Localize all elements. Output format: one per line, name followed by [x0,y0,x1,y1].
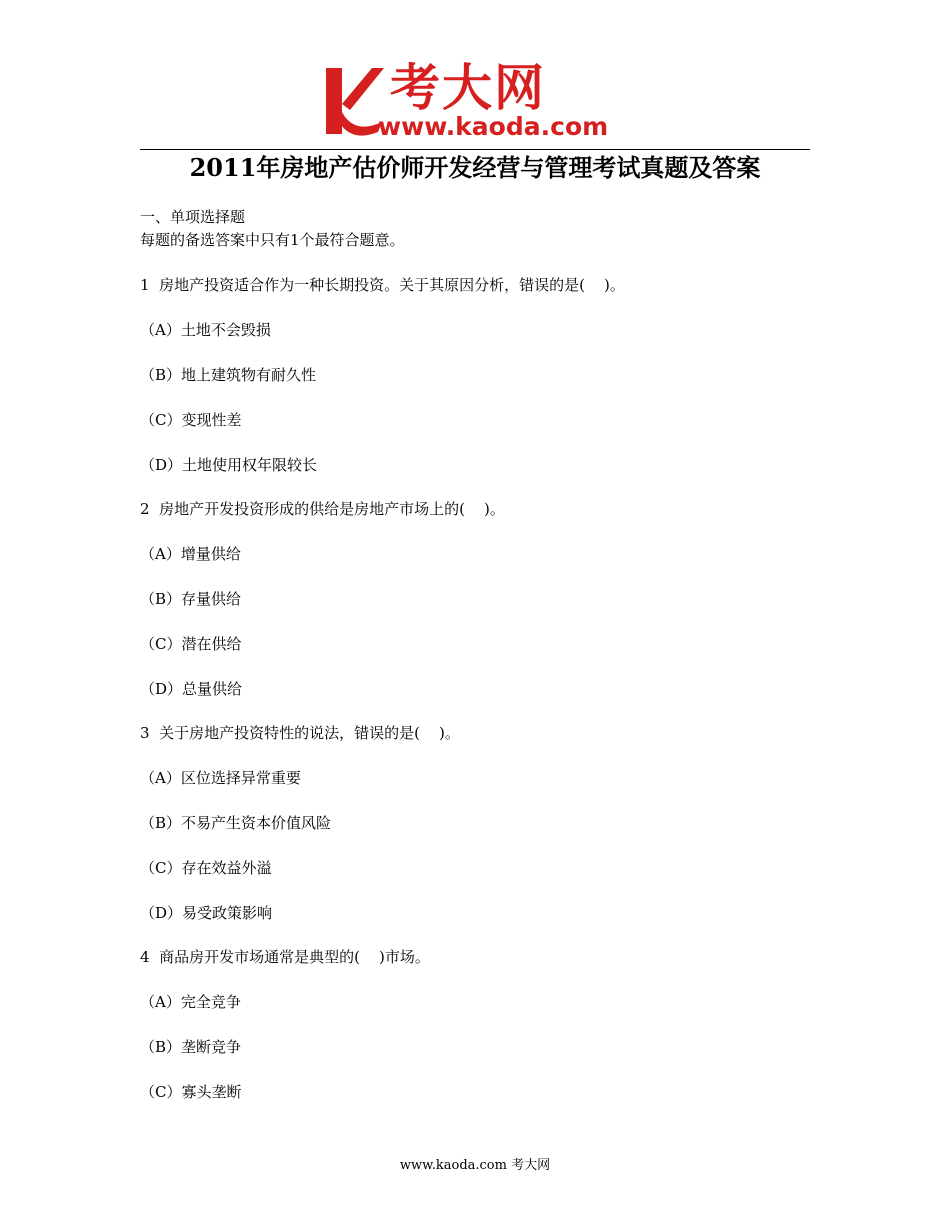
question-1-option-b: （B）地上建筑物有耐久性 [140,366,317,384]
question-2-stem: 2 房地产开发投资形成的供给是房地产市场上的( )。 [140,500,505,518]
logo-brand-text: 考大网 [390,59,546,117]
section-note: 每题的备选答案中只有1个最符合题意。 [140,231,405,249]
question-3-option-c: （C）存在效益外溢 [140,859,272,877]
question-3-option-b: （B）不易产生资本价值风险 [140,814,332,832]
question-1-option-a: （A）土地不会毁损 [140,321,271,339]
section-heading: 一、单项选择题 [140,208,246,226]
question-2-option-b: （B）存量供给 [140,590,242,608]
logo-url-text: www.kaoda.com [378,112,609,141]
question-3-option-d: （D）易受政策影响 [140,904,273,922]
page-footer: www.kaoda.com 考大网 [399,1158,551,1173]
question-1-stem: 1 房地产投资适合作为一种长期投资。关于其原因分析，错误的是( )。 [140,276,625,294]
question-3-stem: 3 关于房地产投资特性的说法，错误的是( )。 [140,724,460,742]
k-logo-icon [322,66,384,136]
question-4-option-a: （A）完全竞争 [140,993,241,1011]
page-title: 2011年房地产估价师开发经营与管理考试真题及答案 [189,153,761,182]
question-4-stem: 4 商品房开发市场通常是典型的( )市场。 [140,948,430,966]
question-1-option-d: （D）土地使用权年限较长 [140,456,318,474]
question-2-option-c: （C）潜在供给 [140,635,242,653]
question-2-option-a: （A）增量供给 [140,545,241,563]
question-1-option-c: （C）变现性差 [140,411,242,429]
kaoda-logo [322,59,642,142]
question-4-option-c: （C）寡头垄断 [140,1083,242,1101]
question-3-option-a: （A）区位选择异常重要 [140,769,301,787]
question-4-option-b: （B）垄断竞争 [140,1038,242,1056]
question-2-option-d: （D）总量供给 [140,680,243,698]
